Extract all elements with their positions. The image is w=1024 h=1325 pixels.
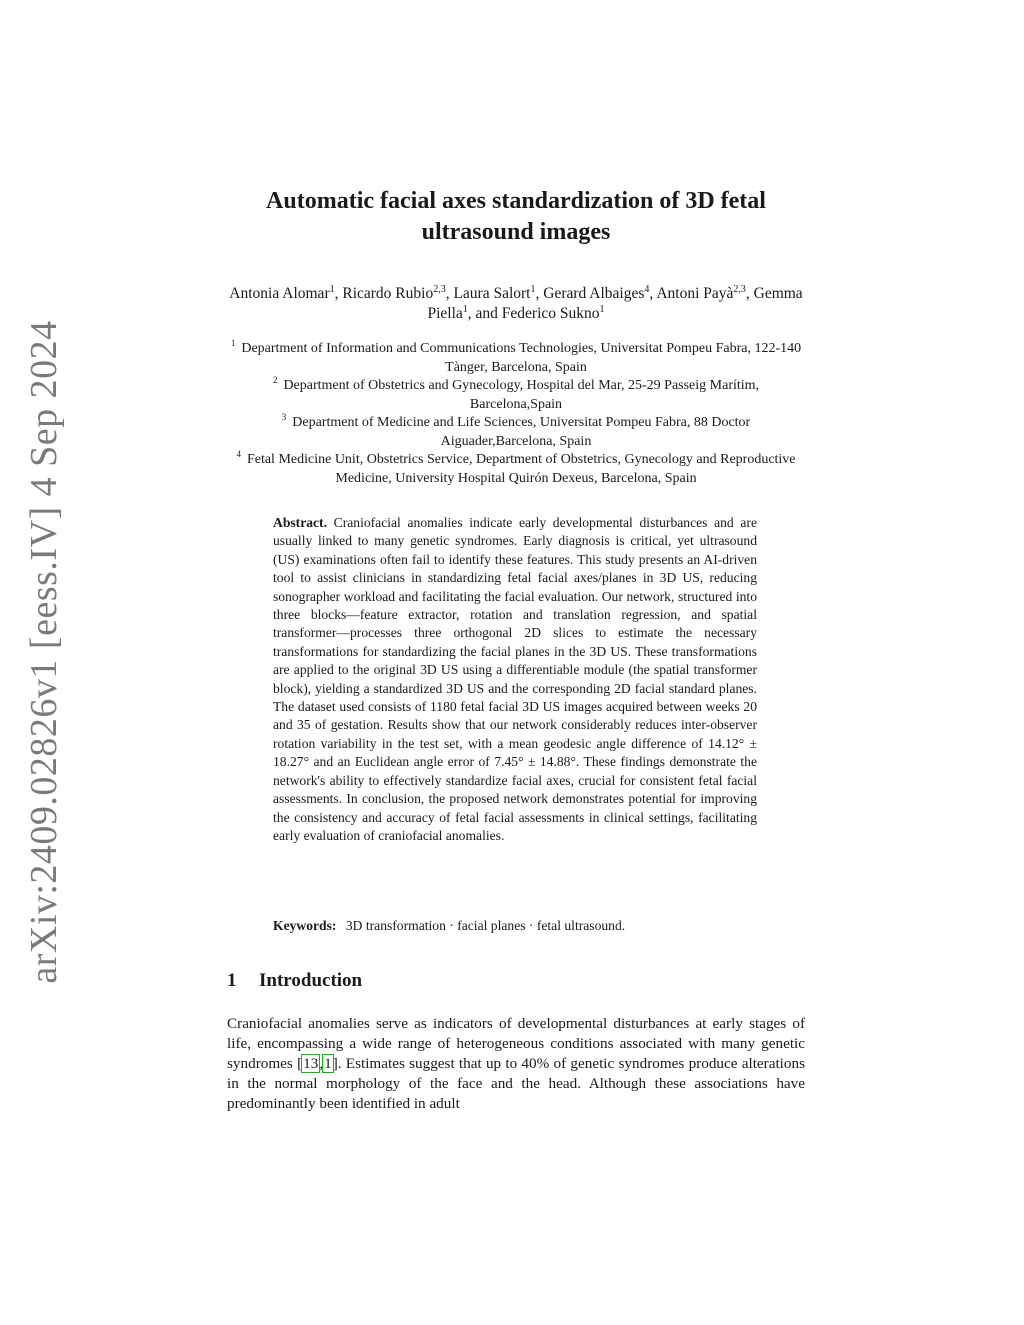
keywords <box>273 917 757 935</box>
citation-separator: , <box>319 1054 324 1072</box>
author-name: Gerard Albaiges <box>543 285 645 302</box>
author-name: Gemma Piella <box>427 285 803 322</box>
abstract-heading: Abstract. <box>273 515 327 530</box>
affiliation <box>226 451 806 488</box>
author-list <box>226 284 806 324</box>
intro-text-after: . Estimates suggest that up to 40% of genetic syndromes produce alterations in the normal morphology of the face and the head. Although these associations have predominantly been identified in adult <box>227 1054 805 1112</box>
author-separator: , <box>649 285 657 302</box>
affiliation-list <box>226 340 806 488</box>
section-number: 1 <box>227 970 237 991</box>
intro-text-before: Craniofacial anomalies serve as indicators of developmental disturbances at early stages of life, encompassing a wide range of heterogeneous conditions associated with many genetic syndromes <box>227 1015 805 1072</box>
author-name: Antoni Payà <box>656 285 734 302</box>
section-title: Introduction <box>259 970 363 991</box>
author-separator: , and <box>467 305 502 322</box>
citation-link[interactable]: 13 <box>303 1054 319 1072</box>
abstract-text: Craniofacial anomalies indicate early developmental disturbances and are usually linked to many genetic syndromes. Early diagnosis is critical, yet ultrasound (US) examinations often fail to identify these features. This study presents an AI-driven tool to assist clinicians in standardizing fetal facial axes/planes in 3D US, reducing sonographer workload and facilitating the facial evaluation. Our network, structured into three blocks—feature extractor, rotation and translation regression, and spatial transformer—processes three orthogonal 2D slices to estimate the necessary transformations for standardizing the facial planes in the 3D US. These transformations are applied to the original 3D US using a differentiable module (the spatial transformer block), yielding a standardized 3D US and the corresponding 2D facial standard planes. The dataset used consists of 1180 fetal facial 3D US images acquired between weeks 20 and 35 of gestation. Results show that our network considerably reduces inter-observer rotation variability in the test set, with a mean geodesic angle difference of 14.12° ± 18.27° and an Euclidean angle error of 7.45° ± 14.88°. These findings demonstrate the network's ability to effectively standardize facial axes, crucial for consistent fetal facial assessments. In conclusion, the proposed network demonstrates potential for improving the consistency and accuracy of fetal facial assessments in clinical settings, facilitating early evaluation of craniofacial anomalies. <box>273 515 757 843</box>
author-name: Federico Sukno <box>501 305 600 322</box>
author-affiliation-marker: 1 <box>462 303 468 315</box>
affiliation-text: Department of Information and Communications Technologies, Universitat Pompeu Fabra, 122-140 Tànger, Barcelona, Spain <box>241 341 802 375</box>
section-heading <box>227 970 362 992</box>
affiliation-number: 3 <box>281 412 287 423</box>
author-separator: , <box>445 285 454 302</box>
author-affiliation-marker: 2,3 <box>733 283 746 295</box>
affiliation <box>226 377 806 414</box>
affiliation-text: Fetal Medicine Unit, Obstetrics Service, Department of Obstetrics, Gynecology and Reproductive Medicine, University Hospital Quirón Dexeus, Barcelona, Spain <box>246 452 796 486</box>
keywords-text: 3D transformation · facial planes · fetal ultrasound. <box>345 918 626 933</box>
arxiv-side-stamp: arXiv:2409.02826v1 [eess.IV] 4 Sep 2024 <box>23 320 65 984</box>
author-name: Laura Salort <box>453 285 531 302</box>
affiliation-number: 2 <box>272 375 278 386</box>
affiliation-text: Department of Obstetrics and Gynecology, Hospital del Mar, 25-29 Passeig Marítim, Barcelona,Spain <box>283 378 760 412</box>
affiliation <box>226 340 806 377</box>
affiliation-text: Department of Medicine and Life Sciences, Universitat Pompeu Fabra, 88 Doctor Aiguader,Barcelona, Spain <box>292 415 751 449</box>
intro-paragraph: Craniofacial anomalies serve as indicators of developmental disturbances at early stages of life, encompassing a wide range of heterogeneous conditions associated with many genetic syndromes [13,1]. Estimates suggest that up to 40% of genetic syndromes produce alterations in the normal morphology of the face and the head. Although these associations have predominantly been identified in adult <box>227 1015 805 1112</box>
author-affiliation-marker: 1 <box>530 283 536 295</box>
affiliation <box>226 414 806 451</box>
author-name: Antonia Alomar <box>229 285 330 302</box>
citation-link[interactable]: 1 <box>324 1054 332 1072</box>
author-name: Ricardo Rubio <box>342 285 434 302</box>
author-separator: , <box>334 285 343 302</box>
abstract <box>273 514 757 845</box>
author-separator: , <box>745 285 754 302</box>
author-separator: , <box>535 285 544 302</box>
author-affiliation-marker: 4 <box>644 283 650 295</box>
author-affiliation-marker: 2,3 <box>433 283 446 295</box>
paper-title: Automatic facial axes standardization of 3D fetal ultrasound images <box>266 188 766 245</box>
author-affiliation-marker: 1 <box>329 283 335 295</box>
affiliation-number: 4 <box>236 449 241 460</box>
affiliation-number: 1 <box>230 338 236 349</box>
keywords-heading: Keywords: <box>273 918 337 933</box>
author-affiliation-marker: 1 <box>599 303 605 315</box>
